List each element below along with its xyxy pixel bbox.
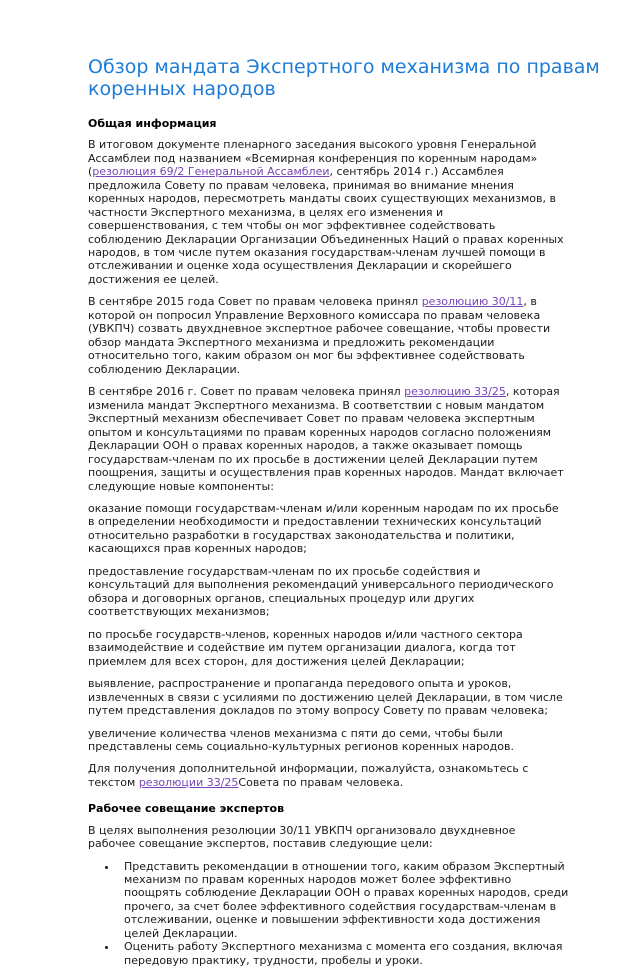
text-run: В сентябре 2015 года Совет по правам человека принял [88,295,422,309]
list-item: • Оценить работу Экспертного механизма с момента его создания, включая передовую практику, трудности, пробелы и уроки. [118,940,570,967]
text-run: выявление, распространение и пропаганда передового опыта и уроков, извлеченных в связи с усилиями по достижению целей Декларации, в том числе путем представления докладов по этому вопросу Совету по правам человека; [88,677,563,718]
paragraph [88,727,564,754]
paragraph [88,385,564,493]
section-heading: Общая информация [88,117,217,131]
list-item: • Представить рекомендации в отношении того, каким образом Экспертный механизм по правам коренных народов может более эффективно поощрять соблюдение Декларации ООН о правах коренных народов, среди прочего, за счет более эффективного содействия государствам-членам в отслеживании, оценке и повышении эффективности хода достижения целей Декларации. [118,860,570,941]
paragraph [88,295,564,376]
paragraph [88,502,564,556]
text-run: Совета по правам человека. [238,775,404,789]
text-run: , в которой он попросил Управление Верховного комиссара по правам человека (УВКПЧ) созвать двухдневное экспертное рабочее совещание, чтобы провести обзор мандата Экспертного механизма и предложить рекомендации относительно того, каким образом он мог бы эффективнее содействовать соблюдению Декларации. [88,295,551,376]
section-heading: Рабочее совещание экспертов [88,802,285,816]
page-title: Обзор мандата Экспертного механизма по правам коренных народов [88,56,600,101]
text-run: оказание помощи государствам-членам и/или коренным народам по их просьбе в определении необходимости и предоставлении технических консультаций относительно разработки в государствах законодательства и политики, касающихся прав коренных народов; [88,501,559,556]
text-run: , сентябрь 2014 г.) Ассамблея предложила Совету по правам человека, принимая во внимание мнения коренных народов, пересмотреть мандаты своих существующих механизмов, в частности Экспертного механизма, в целях его изменения и совершенствования, с тем чтобы он мог эффективнее содействовать соблюдению Декларации Организации Объединенных Наций о правах коренных народов, в том числе путем оказания государствам-членам лучшей помощи в отслеживании и оценке хода осуществления Декларации и скорейшего достижения ее целей. [88,165,564,286]
text-run: В целях выполнения резолюции 30/11 УВКПЧ организовало двухдневное рабочее совещание экспертов, поставив следующие цели: [88,823,516,851]
resolution-link[interactable]: резолюция 69/2 Генеральной Ассамблеи [92,165,330,179]
text-run: В сентябре 2016 г. Совет по правам человека принял [88,385,405,399]
paragraph [88,762,564,789]
resolution-link[interactable]: резолюцию 30/11 [421,295,524,309]
resolution-link[interactable]: резолюции 33/25 [138,775,239,789]
paragraph [88,565,564,619]
paragraph [88,628,564,668]
goals-list [88,860,570,967]
paragraph [88,824,564,851]
text-run: увеличение количества членов механизма с пяти до семи, чтобы были представлены семь социально-культурных регионов коренных народов. [88,726,514,753]
document-content [88,117,570,967]
text-run: , которая изменила мандат Экспертного механизма. В соответствии с новым мандатом Экспертный механизм обеспечивает Совет по правам человека экспертным опытом и консультациями по правам коренных народов согласно положениям Декларации ООН о правах коренных народов, а также оказывает помощь государствам-членам по их просьбе в достижении целей Декларации путем поощрения, защиты и осуществления прав коренных народов. Мандат включает следующие новые компоненты: [88,385,564,493]
resolution-link[interactable]: резолюцию 33/25 [404,385,506,399]
text-run: предоставление государствам-членам по их просьбе содействия и консультаций для выполнения рекомендаций универсального периодического обзора и договорных органов, специальных процедур или других соответствующих механизмов; [88,564,554,619]
text-run: по просьбе государств-членов, коренных народов и/или частного сектора взаимодействие и содействие им путем организации диалога, когда тот приемлем для всех сторон, для достижения целей Декларации; [88,627,523,668]
text-run: Для получения дополнительной информации, пожалуйста, ознакомьтесь с текстом [88,762,529,789]
paragraph [88,138,564,286]
text-run: В итоговом документе пленарного заседания высокого уровня Генеральной Ассамблеи под названием «Всемирная конференция по коренным народам» ( [88,138,538,179]
paragraph [88,677,564,717]
